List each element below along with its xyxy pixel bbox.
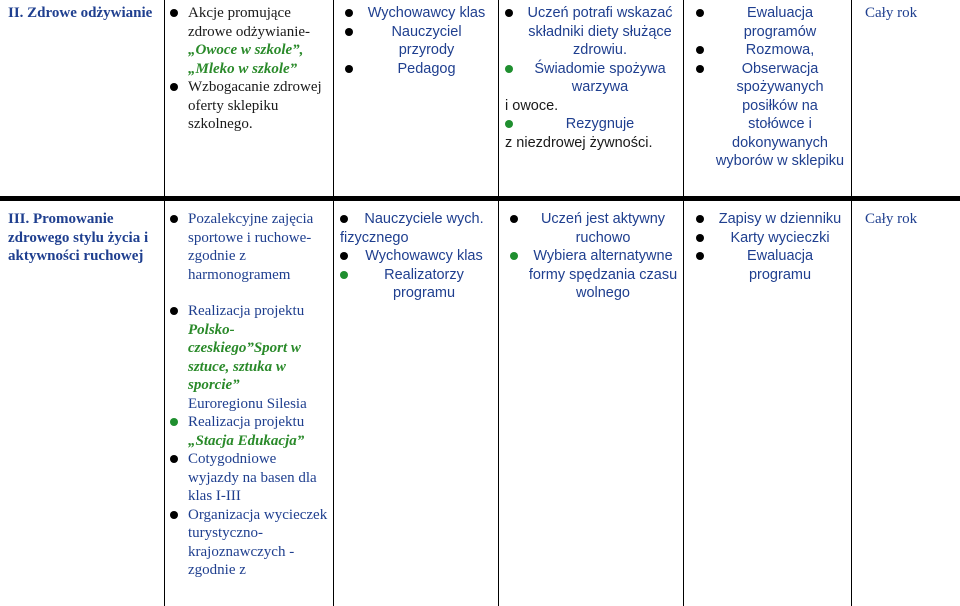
evaluation-list — [696, 4, 846, 171]
list-item: Realizatorzy programu — [340, 266, 490, 303]
effects-list — [505, 4, 677, 97]
section-title: II. Zdrowe odżywianie — [8, 5, 153, 21]
row-separator — [0, 196, 960, 201]
actions-cell — [170, 210, 330, 580]
evaluation-cell — [696, 4, 846, 171]
list-item: Pozalekcyjne zajęcia sportowe i ruchowe-zgodnie z harmonogramem — [170, 210, 330, 284]
column-divider — [498, 0, 499, 606]
responsible-list — [345, 4, 490, 78]
list-item: Uczeń jest aktywny ruchowo — [510, 210, 678, 247]
list-item: Organizacja wycieczek turystyczno-krajoznawczych - zgodnie z — [170, 506, 330, 580]
actions-list — [170, 210, 330, 580]
list-item: Karty wycieczki — [696, 229, 846, 248]
list-item: Rozmowa, — [696, 41, 846, 60]
list-item: Wybiera alternatywne formy spędzania czasu wolnego — [510, 247, 678, 303]
list-item: Uczeń potrafi wskazać składniki diety służące zdrowiu. — [505, 4, 677, 60]
responsible-list — [340, 210, 490, 229]
column-divider — [333, 0, 334, 606]
evaluation-list — [696, 210, 846, 284]
list-item: Zapisy w dzienniku — [696, 210, 846, 229]
list-item: Realizacja projektu Polsko-czeskiego”Sport w sztuce, sztuka w sporcie” Euroregionu Silesia — [170, 302, 330, 413]
column-divider — [164, 0, 165, 606]
effects-list — [505, 115, 677, 134]
term-cell: Cały rok — [865, 5, 918, 21]
column-divider — [683, 0, 684, 606]
list-item: Cotygodniowe wyjazdy na basen dla klas I-III — [170, 450, 330, 506]
list-item: Nauczyciele wych. — [340, 210, 490, 229]
list-item: Obserwacja spożywanych posiłków na stołówce i dokonywanych wyborów w sklepiku — [696, 60, 846, 171]
list-item: Pedagog — [345, 60, 490, 79]
term-cell: Cały rok — [865, 211, 918, 227]
list-item: Ewaluacja programów — [696, 4, 846, 41]
responsible-cell — [345, 4, 490, 78]
list-item: Wychowawcy klas — [345, 4, 490, 23]
list-item: Nauczyciel przyrody — [345, 23, 490, 60]
effects-cell — [510, 210, 678, 303]
list-item: Realizacja projektu „Stacja Edukacja” — [170, 413, 330, 450]
effects-cell: Uczeń potrafi wskazać składniki diety służące zdrowiu. Świadomie spożywa warzywa i owoce. Rezygnuje z niezdrowej żywności. — [505, 4, 677, 152]
list-item: Rezygnuje — [505, 115, 677, 134]
actions-list — [170, 4, 330, 134]
evaluation-cell — [696, 210, 846, 284]
responsible-list — [340, 247, 490, 303]
effects-list — [510, 210, 678, 303]
column-divider — [851, 0, 852, 606]
list-item: Wzbogacanie zdrowej oferty sklepiku szkolnego. — [170, 78, 330, 134]
list-item: Ewaluacja programu — [696, 247, 846, 284]
list-item: Świadomie spożywa warzywa — [505, 60, 677, 97]
list-item: Akcje promujące zdrowe odżywianie- „Owoce w szkole”, „Mleko w szkole” — [170, 4, 330, 78]
actions-cell — [170, 4, 330, 134]
list-item: Wychowawcy klas — [340, 247, 490, 266]
section-title: III. Promowanie zdrowego stylu życia i aktywności ruchowej — [8, 211, 149, 264]
responsible-cell: Nauczyciele wych. fizycznego Wychowawcy klas Realizatorzy programu — [340, 210, 490, 303]
